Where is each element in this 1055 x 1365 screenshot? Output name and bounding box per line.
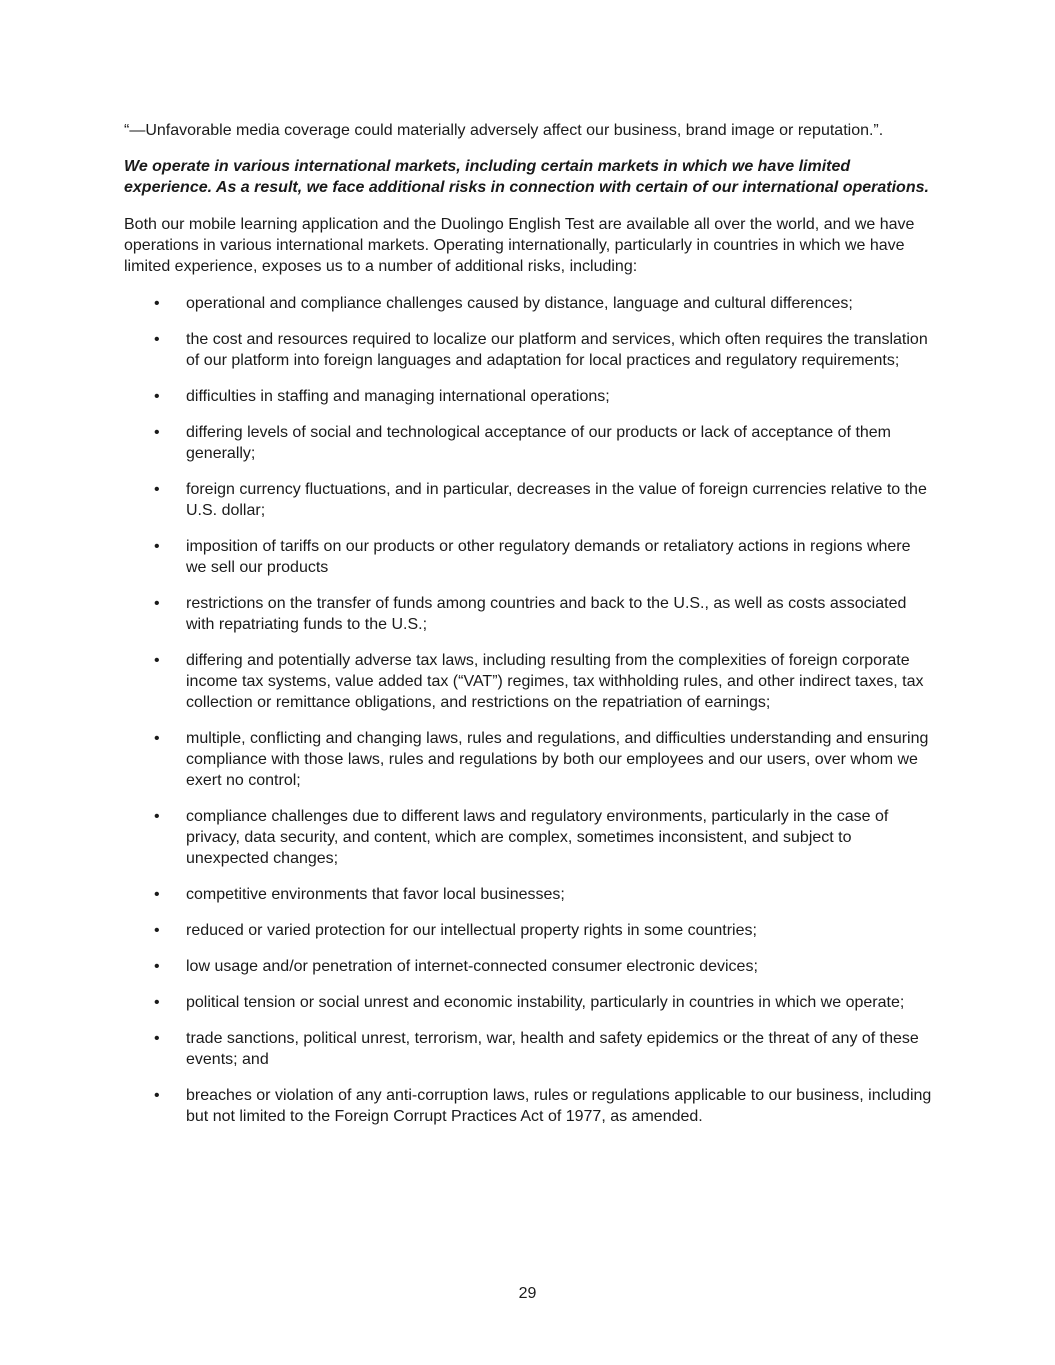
list-item-text: competitive environments that favor local businesses; [186, 886, 565, 903]
list-item-text: political tension or social unrest and economic instability, particularly in countries in which we operate; [186, 994, 905, 1011]
bullet-icon: • [154, 922, 160, 939]
bullet-icon: • [154, 1030, 160, 1047]
list-item [124, 386, 934, 407]
list-item-text: operational and compliance challenges caused by distance, language and cultural differences; [186, 295, 853, 312]
list-item [124, 650, 934, 713]
list-item [124, 293, 934, 314]
risk-list [124, 293, 934, 1127]
list-item [124, 479, 934, 521]
list-item-text: differing and potentially adverse tax laws, including resulting from the complexities of foreign corporate income tax systems, value added tax (“VAT”) regimes, tax withholding rules, and other indirect taxes, tax collection or remittance obligations, and restrictions on the repatriation of earnings; [186, 652, 924, 711]
bullet-icon: • [154, 886, 160, 903]
list-item [124, 992, 934, 1013]
page-number: 29 [518, 1285, 537, 1302]
bullet-icon: • [154, 481, 160, 498]
bullet-icon: • [154, 652, 160, 669]
list-item-text: the cost and resources required to localize our platform and services, which often requires the translation of our platform into foreign languages and adaptation for local practices and regulatory requirements; [186, 331, 928, 369]
risk-heading: We operate in various international markets, including certain markets in which we have limited experience. As a result, we face additional risks in connection with certain of our international operations. [124, 158, 929, 196]
list-item [124, 728, 934, 791]
list-item [124, 536, 934, 578]
list-item [124, 593, 934, 635]
list-item [124, 806, 934, 869]
bullet-icon: • [154, 295, 160, 312]
list-item [124, 920, 934, 941]
list-item-text: trade sanctions, political unrest, terrorism, war, health and safety epidemics or the threat of any of these events; and [186, 1030, 919, 1068]
list-item-text: multiple, conflicting and changing laws, rules and regulations, and difficulties understanding and ensuring compliance with those laws, rules and regulations by both our employees and our users, over whom we exert no control; [186, 730, 929, 789]
bullet-icon: • [154, 595, 160, 612]
list-item [124, 884, 934, 905]
bullet-icon: • [154, 730, 160, 747]
intro-paragraph: “—Unfavorable media coverage could materially adversely affect our business, brand image or reputation.”. [124, 122, 884, 139]
bullet-icon: • [154, 424, 160, 441]
bullet-icon: • [154, 994, 160, 1011]
list-item [124, 956, 934, 977]
list-item-text: low usage and/or penetration of internet-connected consumer electronic devices; [186, 958, 758, 975]
bullet-icon: • [154, 538, 160, 555]
list-item-text: reduced or varied protection for our intellectual property rights in some countries; [186, 922, 757, 939]
list-item [124, 1028, 934, 1070]
document-body [124, 120, 934, 1142]
list-item-text: foreign currency fluctuations, and in particular, decreases in the value of foreign currencies relative to the U.S. dollar; [186, 481, 927, 519]
body-paragraph: Both our mobile learning application and the Duolingo English Test are available all over the world, and we have operations in various international markets. Operating internationally, particularly in countries in which we have limited experience, exposes us to a number of additional risks, including: [124, 216, 915, 275]
list-item-text: difficulties in staffing and managing international operations; [186, 388, 610, 405]
list-item-text: compliance challenges due to different laws and regulatory environments, particularly in the case of privacy, data security, and content, which are complex, sometimes inconsistent, and subject to unexpected changes; [186, 808, 889, 867]
list-item [124, 329, 934, 371]
bullet-icon: • [154, 388, 160, 405]
list-item-text: breaches or violation of any anti-corruption laws, rules or regulations applicable to our business, including but not limited to the Foreign Corrupt Practices Act of 1977, as amended. [186, 1087, 932, 1125]
bullet-icon: • [154, 958, 160, 975]
bullet-icon: • [154, 331, 160, 348]
list-item-text: imposition of tariffs on our products or other regulatory demands or retaliatory actions in regions where we sell our products [186, 538, 911, 576]
list-item-text: restrictions on the transfer of funds among countries and back to the U.S., as well as costs associated with repatriating funds to the U.S.; [186, 595, 907, 633]
bullet-icon: • [154, 808, 160, 825]
list-item-text: differing levels of social and technological acceptance of our products or lack of acceptance of them generally; [186, 424, 892, 462]
list-item [124, 422, 934, 464]
list-item [124, 1085, 934, 1127]
bullet-icon: • [154, 1087, 160, 1104]
